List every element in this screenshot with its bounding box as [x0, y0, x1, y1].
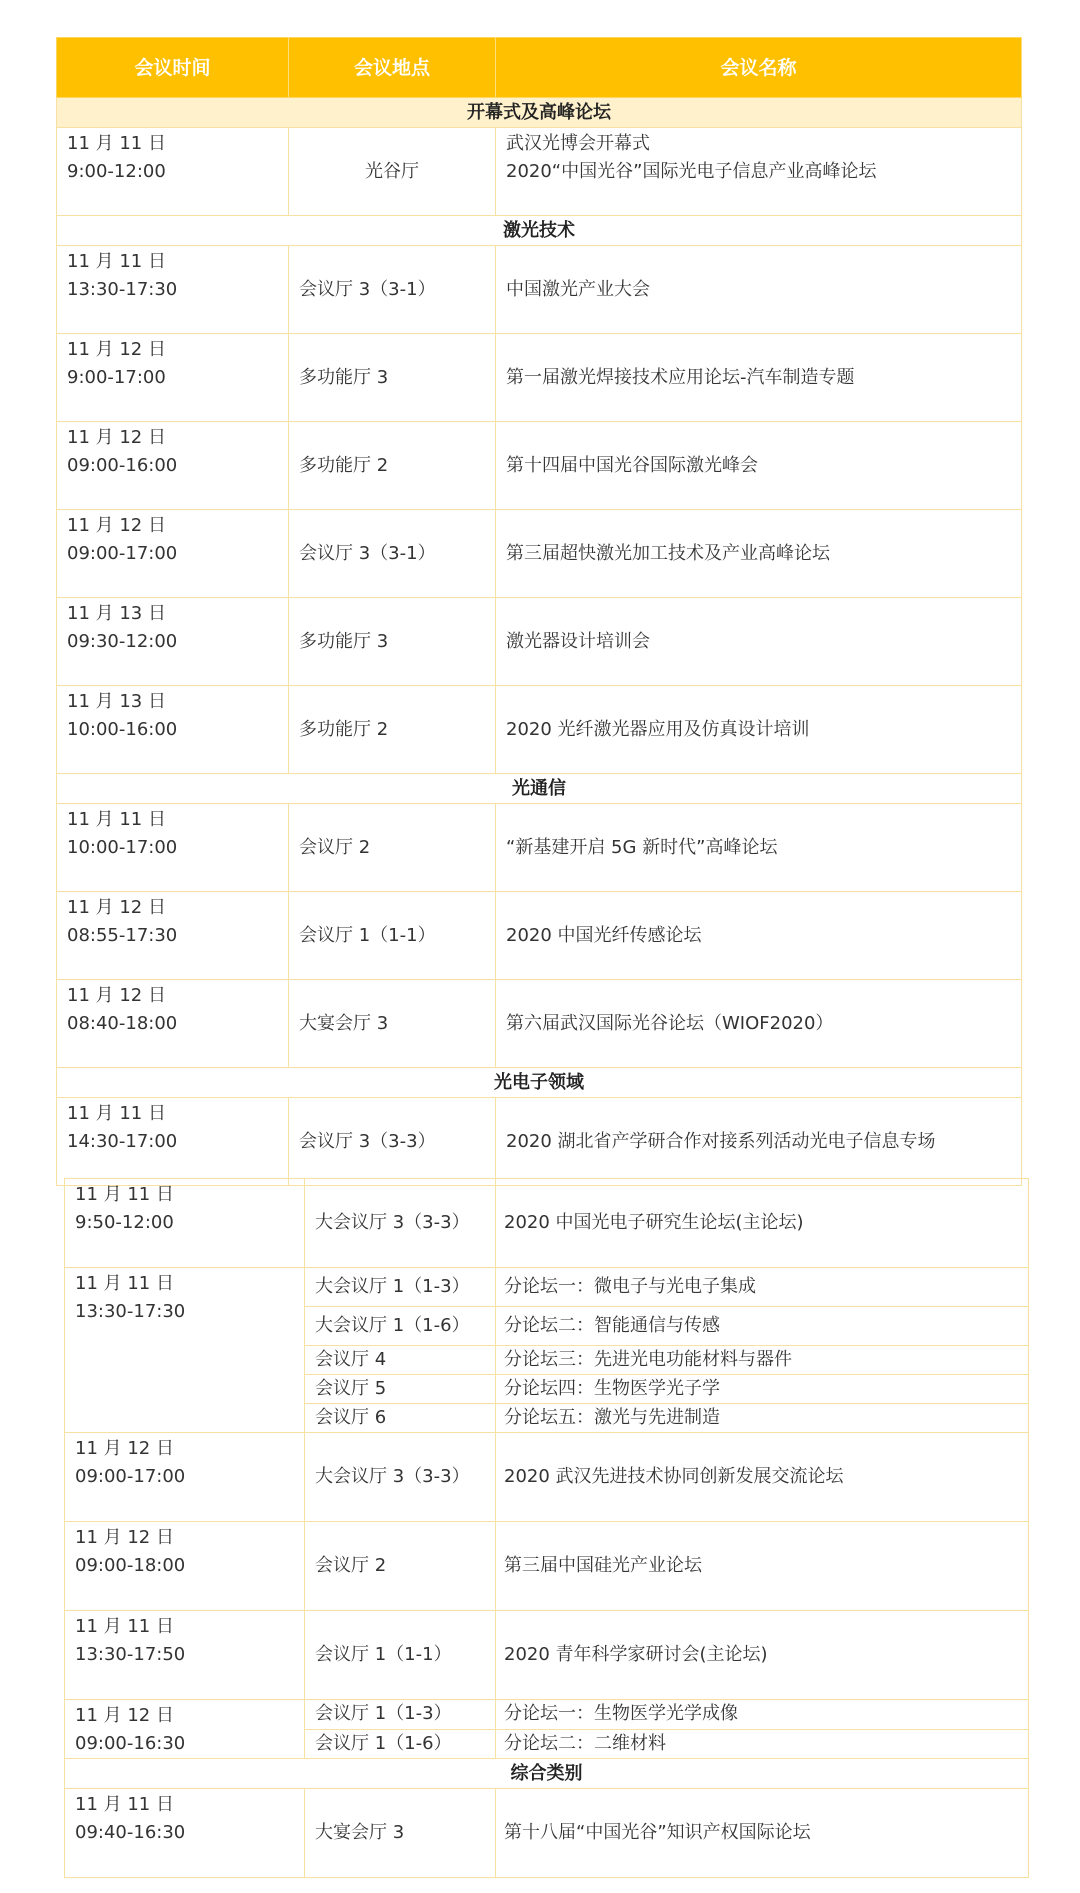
- name-cell: 分论坛二：二维材料: [496, 1729, 1029, 1759]
- name-cell: 2020 光纤激光器应用及仿真设计培训: [496, 686, 1022, 774]
- time-cell: [57, 804, 289, 892]
- table-row: [57, 598, 1022, 686]
- place-cell: 会议厅 1（1-1）: [305, 1611, 496, 1700]
- place-cell: 会议厅 1（1-3）: [305, 1700, 496, 1730]
- place-cell: 会议厅 2: [289, 804, 496, 892]
- place-cell: 大宴会厅 3: [289, 980, 496, 1068]
- section-row: [57, 98, 1022, 128]
- name-cell: 2020 青年科学家研讨会(主论坛): [496, 1611, 1029, 1700]
- name-cell: 中国激光产业大会: [496, 246, 1022, 334]
- table-row: [57, 980, 1022, 1068]
- name-cell: 2020 武汉先进技术协同创新发展交流论坛: [496, 1433, 1029, 1522]
- time-text: 9:00-17:00: [67, 367, 166, 388]
- section-row: [57, 774, 1022, 804]
- name-cell: 第六届武汉国际光谷论坛（WIOF2020）: [496, 980, 1022, 1068]
- time-cell: [57, 128, 289, 216]
- header-place: 会议地点: [289, 38, 496, 98]
- name-cell: “新基建开启 5G 新时代”高峰论坛: [496, 804, 1022, 892]
- time-text: 09:00-17:00: [67, 543, 178, 564]
- time-cell: [65, 1700, 305, 1759]
- date-text: 11 月 11 日: [75, 1616, 174, 1637]
- time-cell: [57, 334, 289, 422]
- place-cell: 大会议厅 3（3-3）: [305, 1433, 496, 1522]
- time-text: 13:30-17:30: [75, 1301, 186, 1322]
- date-text: 11 月 12 日: [67, 985, 166, 1006]
- name-cell: 第十八届“中国光谷”知识产权国际论坛: [496, 1789, 1029, 1878]
- table-header-row: [57, 38, 1022, 98]
- table-row: [65, 1522, 1029, 1611]
- time-text: 14:30-17:00: [67, 1131, 178, 1152]
- section-row: [57, 1068, 1022, 1098]
- date-text: 11 月 12 日: [75, 1527, 174, 1548]
- name-cell: 第三届中国硅光产业论坛: [496, 1522, 1029, 1611]
- time-text: 9:00-12:00: [67, 161, 166, 182]
- time-cell: [65, 1522, 305, 1611]
- time-text: 08:40-18:00: [67, 1013, 178, 1034]
- time-cell: [57, 598, 289, 686]
- place-cell: 多功能厅 2: [289, 686, 496, 774]
- section-row: [57, 216, 1022, 246]
- time-cell: [65, 1611, 305, 1700]
- table-row: [57, 892, 1022, 980]
- time-text: 13:30-17:30: [67, 279, 178, 300]
- table-row: [57, 246, 1022, 334]
- time-text: 13:30-17:50: [75, 1644, 186, 1665]
- time-text: 09:00-18:00: [75, 1555, 186, 1576]
- schedule-table-secondary: [64, 1178, 1029, 1878]
- name-cell: 第三届超快激光加工技术及产业高峰论坛: [496, 510, 1022, 598]
- time-text: 09:00-16:30: [75, 1733, 186, 1754]
- date-text: 11 月 12 日: [75, 1438, 174, 1459]
- date-text: 11 月 11 日: [67, 1103, 166, 1124]
- time-text: 09:00-16:00: [67, 455, 178, 476]
- place-cell: 会议厅 3（3-3）: [289, 1098, 496, 1186]
- place-cell: 大会议厅 1（1-6）: [305, 1307, 496, 1346]
- time-text: 09:30-12:00: [67, 631, 178, 652]
- time-cell: [65, 1268, 305, 1433]
- name-cell: [496, 128, 1022, 216]
- time-text: 09:00-17:00: [75, 1466, 186, 1487]
- date-text: 11 月 13 日: [67, 691, 166, 712]
- section-title: 开幕式及高峰论坛: [57, 98, 1022, 128]
- name-cell: 激光器设计培训会: [496, 598, 1022, 686]
- date-text: 11 月 11 日: [75, 1184, 174, 1205]
- name-cell: 2020 中国光纤传感论坛: [496, 892, 1022, 980]
- date-text: 11 月 11 日: [67, 809, 166, 830]
- table-row: [65, 1268, 1029, 1307]
- time-cell: [57, 246, 289, 334]
- time-cell: [57, 892, 289, 980]
- time-cell: [65, 1179, 305, 1268]
- date-text: 11 月 12 日: [67, 339, 166, 360]
- header-name: 会议名称: [496, 38, 1022, 98]
- place-cell: 会议厅 2: [305, 1522, 496, 1611]
- place-cell: 会议厅 1（1-1）: [289, 892, 496, 980]
- date-text: 11 月 12 日: [67, 515, 166, 536]
- place-cell: 多功能厅 3: [289, 334, 496, 422]
- section-title: 激光技术: [57, 216, 1022, 246]
- place-cell: 会议厅 6: [305, 1404, 496, 1433]
- date-text: 11 月 12 日: [67, 897, 166, 918]
- time-text: 10:00-16:00: [67, 719, 178, 740]
- table-row: [65, 1611, 1029, 1700]
- time-cell: [57, 686, 289, 774]
- date-text: 11 月 11 日: [75, 1273, 174, 1294]
- time-text: 08:55-17:30: [67, 925, 178, 946]
- place-cell: 光谷厅: [289, 128, 496, 216]
- name-cell: 第一届激光焊接技术应用论坛-汽车制造专题: [496, 334, 1022, 422]
- header-time: 会议时间: [57, 38, 289, 98]
- time-cell: [57, 980, 289, 1068]
- section-title: 光通信: [57, 774, 1022, 804]
- table-row: [57, 686, 1022, 774]
- name-line: 2020“中国光谷”国际光电子信息产业高峰论坛: [506, 161, 877, 182]
- place-cell: 多功能厅 2: [289, 422, 496, 510]
- name-cell: 分论坛五：激光与先进制造: [496, 1404, 1029, 1433]
- place-cell: 多功能厅 3: [289, 598, 496, 686]
- table-row: [57, 1098, 1022, 1186]
- time-text: 09:40-16:30: [75, 1822, 186, 1843]
- time-cell: [57, 510, 289, 598]
- name-cell: 分论坛四：生物医学光子学: [496, 1375, 1029, 1404]
- name-cell: 分论坛一：生物医学光学成像: [496, 1700, 1029, 1730]
- name-cell: 分论坛一：微电子与光电子集成: [496, 1268, 1029, 1307]
- time-text: 9:50-12:00: [75, 1212, 174, 1233]
- time-text: 10:00-17:00: [67, 837, 178, 858]
- place-cell: 会议厅 3（3-1）: [289, 510, 496, 598]
- time-cell: [57, 1098, 289, 1186]
- table-row: [57, 128, 1022, 216]
- date-text: 11 月 13 日: [67, 603, 166, 624]
- table-row: [57, 804, 1022, 892]
- table-row: [57, 334, 1022, 422]
- name-cell: 分论坛二：智能通信与传感: [496, 1307, 1029, 1346]
- time-cell: [65, 1789, 305, 1878]
- schedule-table-main: [56, 37, 1022, 1186]
- date-text: 11 月 12 日: [67, 427, 166, 448]
- section-title: 光电子领域: [57, 1068, 1022, 1098]
- name-cell: 2020 中国光电子研究生论坛(主论坛): [496, 1179, 1029, 1268]
- place-cell: 会议厅 3（3-1）: [289, 246, 496, 334]
- date-text: 11 月 11 日: [67, 251, 166, 272]
- table-row: [65, 1433, 1029, 1522]
- place-cell: 大宴会厅 3: [305, 1789, 496, 1878]
- name-cell: 分论坛三：先进光电功能材料与器件: [496, 1346, 1029, 1375]
- time-cell: [57, 422, 289, 510]
- section-row: [65, 1759, 1029, 1789]
- date-text: 11 月 12 日: [75, 1705, 174, 1726]
- section-title: 综合类别: [65, 1759, 1029, 1789]
- name-cell: 2020 湖北省产学研合作对接系列活动光电子信息专场: [496, 1098, 1022, 1186]
- date-text: 11 月 11 日: [75, 1794, 174, 1815]
- place-cell: 会议厅 4: [305, 1346, 496, 1375]
- table-row: [57, 510, 1022, 598]
- table-row: [65, 1179, 1029, 1268]
- table-row: [65, 1789, 1029, 1878]
- date-text: 11 月 11 日: [67, 133, 166, 154]
- place-cell: 大会议厅 1（1-3）: [305, 1268, 496, 1307]
- name-cell: 第十四届中国光谷国际激光峰会: [496, 422, 1022, 510]
- name-line: 武汉光博会开幕式: [506, 133, 650, 154]
- place-cell: 会议厅 5: [305, 1375, 496, 1404]
- place-cell: 大会议厅 3（3-3）: [305, 1179, 496, 1268]
- time-cell: [65, 1433, 305, 1522]
- table-row: [65, 1700, 1029, 1730]
- table-row: [57, 422, 1022, 510]
- place-cell: 会议厅 1（1-6）: [305, 1729, 496, 1759]
